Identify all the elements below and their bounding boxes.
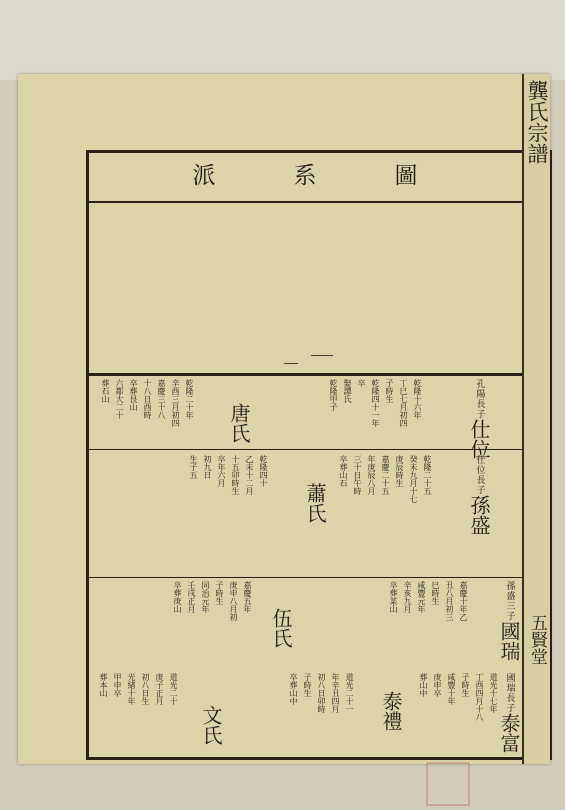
spouse-name: 唐氏: [227, 403, 251, 443]
person-notes-5: [289, 673, 353, 713]
person-relation: 孫盛三子: [504, 581, 515, 621]
person-name: 仕位: [467, 419, 491, 459]
title-band: [89, 153, 549, 203]
book-spine-margin: [522, 74, 550, 764]
note-line: 乾隆二十五: [423, 455, 432, 495]
note-line: 嘉慶三十八: [157, 379, 166, 419]
person-name: 國瑞: [497, 621, 521, 661]
note-line: 癸未九月十七: [409, 455, 418, 503]
person-notes-1: [329, 379, 421, 427]
note-line: 年辛丑四月: [331, 673, 340, 713]
note-line: 光緒十年: [127, 673, 136, 705]
note-line: 卒葬某山: [389, 581, 398, 613]
note-line: 年庚辰八月: [367, 455, 376, 495]
note-line: 乾隆四十一年: [371, 379, 380, 427]
note-line: 葬山中: [419, 673, 428, 697]
note-line: 庚子正月: [155, 673, 164, 705]
note-line: 初九日: [203, 455, 212, 479]
note-line: 乙未十二月: [245, 455, 254, 495]
note-line: 初八日生: [141, 673, 150, 705]
person-cell-2: [469, 455, 489, 535]
note-line: 三十日午時: [353, 455, 362, 495]
note-line: 卒葬艮山: [129, 379, 138, 411]
note-line: 六都大二十: [115, 379, 124, 419]
note-line: 壬戌正月: [187, 581, 196, 613]
note-line: 卒葬山中: [289, 673, 298, 705]
person-name: 孫盛: [467, 495, 491, 535]
person-name: 泰禮: [379, 691, 403, 731]
note-line: 嘉慶十年乙: [459, 581, 468, 621]
diagram-stroke: [284, 363, 298, 364]
spouse-name: 文氏: [199, 705, 223, 745]
lineage-frame: [86, 150, 552, 760]
note-line: 十八日酉時: [143, 379, 152, 419]
note-line: 乾隆十六年: [413, 379, 422, 419]
spouse-cell-1: [229, 403, 249, 443]
note-line: 子時生: [215, 581, 224, 605]
diagram-stroke: [311, 355, 333, 356]
spouse-notes-3: [173, 581, 251, 621]
note-line: 巳時生: [431, 581, 440, 605]
person-relation: 仕位長子: [474, 455, 485, 495]
note-line: 丁酉四月十八: [475, 673, 484, 721]
person-relation: 國瑞長子: [504, 673, 515, 713]
note-line: 道光二十一: [345, 673, 354, 713]
previous-page-edge: [0, 0, 565, 80]
person-name: 泰富: [497, 713, 521, 753]
note-line: 道光二十: [169, 673, 178, 705]
note-line: 丁巳七月初四: [399, 379, 408, 427]
note-line: 乾隆四十: [259, 455, 268, 487]
note-line: 子時生: [461, 673, 470, 697]
note-line: 葬石山: [101, 379, 110, 403]
note-line: 卒葬庚山: [173, 581, 182, 613]
note-line: 卒年六月: [217, 455, 226, 487]
note-line: 乾隆二十年: [185, 379, 194, 419]
note-line: 嘉慶五年: [243, 581, 252, 613]
note-line: 同治元年: [201, 581, 210, 613]
faded-seal-stamp: [426, 762, 470, 806]
note-line: 十五卯時生: [231, 455, 240, 495]
note-line: 初八日卯時: [317, 673, 326, 713]
genealogy-page: [18, 74, 550, 764]
note-line: 嘉慶二十五: [381, 455, 390, 495]
person-cell-3: [499, 581, 519, 661]
note-line: 咸豐十年: [447, 673, 456, 705]
note-line: 辛酉三月初四: [171, 379, 180, 427]
note-line: 道光十七年: [489, 673, 498, 713]
spouse-name: 蕭氏: [303, 483, 327, 523]
person-cell-1: [469, 379, 489, 459]
spouse-notes-2: [189, 455, 267, 495]
note-line: 甲申卒: [113, 673, 122, 697]
note-line: 子時生: [303, 673, 312, 697]
note-line: 辛亥九月: [403, 581, 412, 613]
spouse-notes-4: [99, 673, 177, 705]
generation-row-3: [89, 577, 549, 666]
note-line: 咸豐元年: [417, 581, 426, 613]
spouse-notes-1: [101, 379, 193, 427]
hall-name: 五賢堂: [526, 614, 547, 665]
note-line: 丑八月初三: [445, 581, 454, 621]
note-line: 卒: [357, 379, 366, 387]
note-line: 乾隆甲子: [329, 379, 338, 411]
person-notes-2: [339, 455, 431, 503]
spouse-name: 伍氏: [269, 608, 293, 648]
note-line: 卒葬山石: [339, 455, 348, 487]
book-title: 龔氏宗譜: [525, 80, 550, 164]
note-line: 葬本山: [99, 673, 108, 697]
person-notes-4: [419, 673, 497, 721]
note-line: 子時生: [385, 379, 394, 403]
note-line: 庚申八月初: [229, 581, 238, 621]
person-notes-3: [389, 581, 467, 621]
note-line: 庚申卒: [433, 673, 442, 697]
page-title: 派系圖: [192, 163, 496, 189]
spouse-cell-4: [201, 705, 221, 745]
note-line: 庚辰時生: [395, 455, 404, 487]
person-cell-4: [499, 673, 519, 753]
note-line: 生子五: [189, 455, 198, 479]
person-cell-5: [381, 691, 401, 731]
lineage-diagram-area: [89, 203, 549, 375]
note-line: 娶譚氏: [343, 379, 352, 403]
spouse-cell-3: [271, 608, 291, 648]
spouse-cell-2: [305, 483, 325, 523]
person-relation: 孔陽長子: [474, 379, 485, 419]
